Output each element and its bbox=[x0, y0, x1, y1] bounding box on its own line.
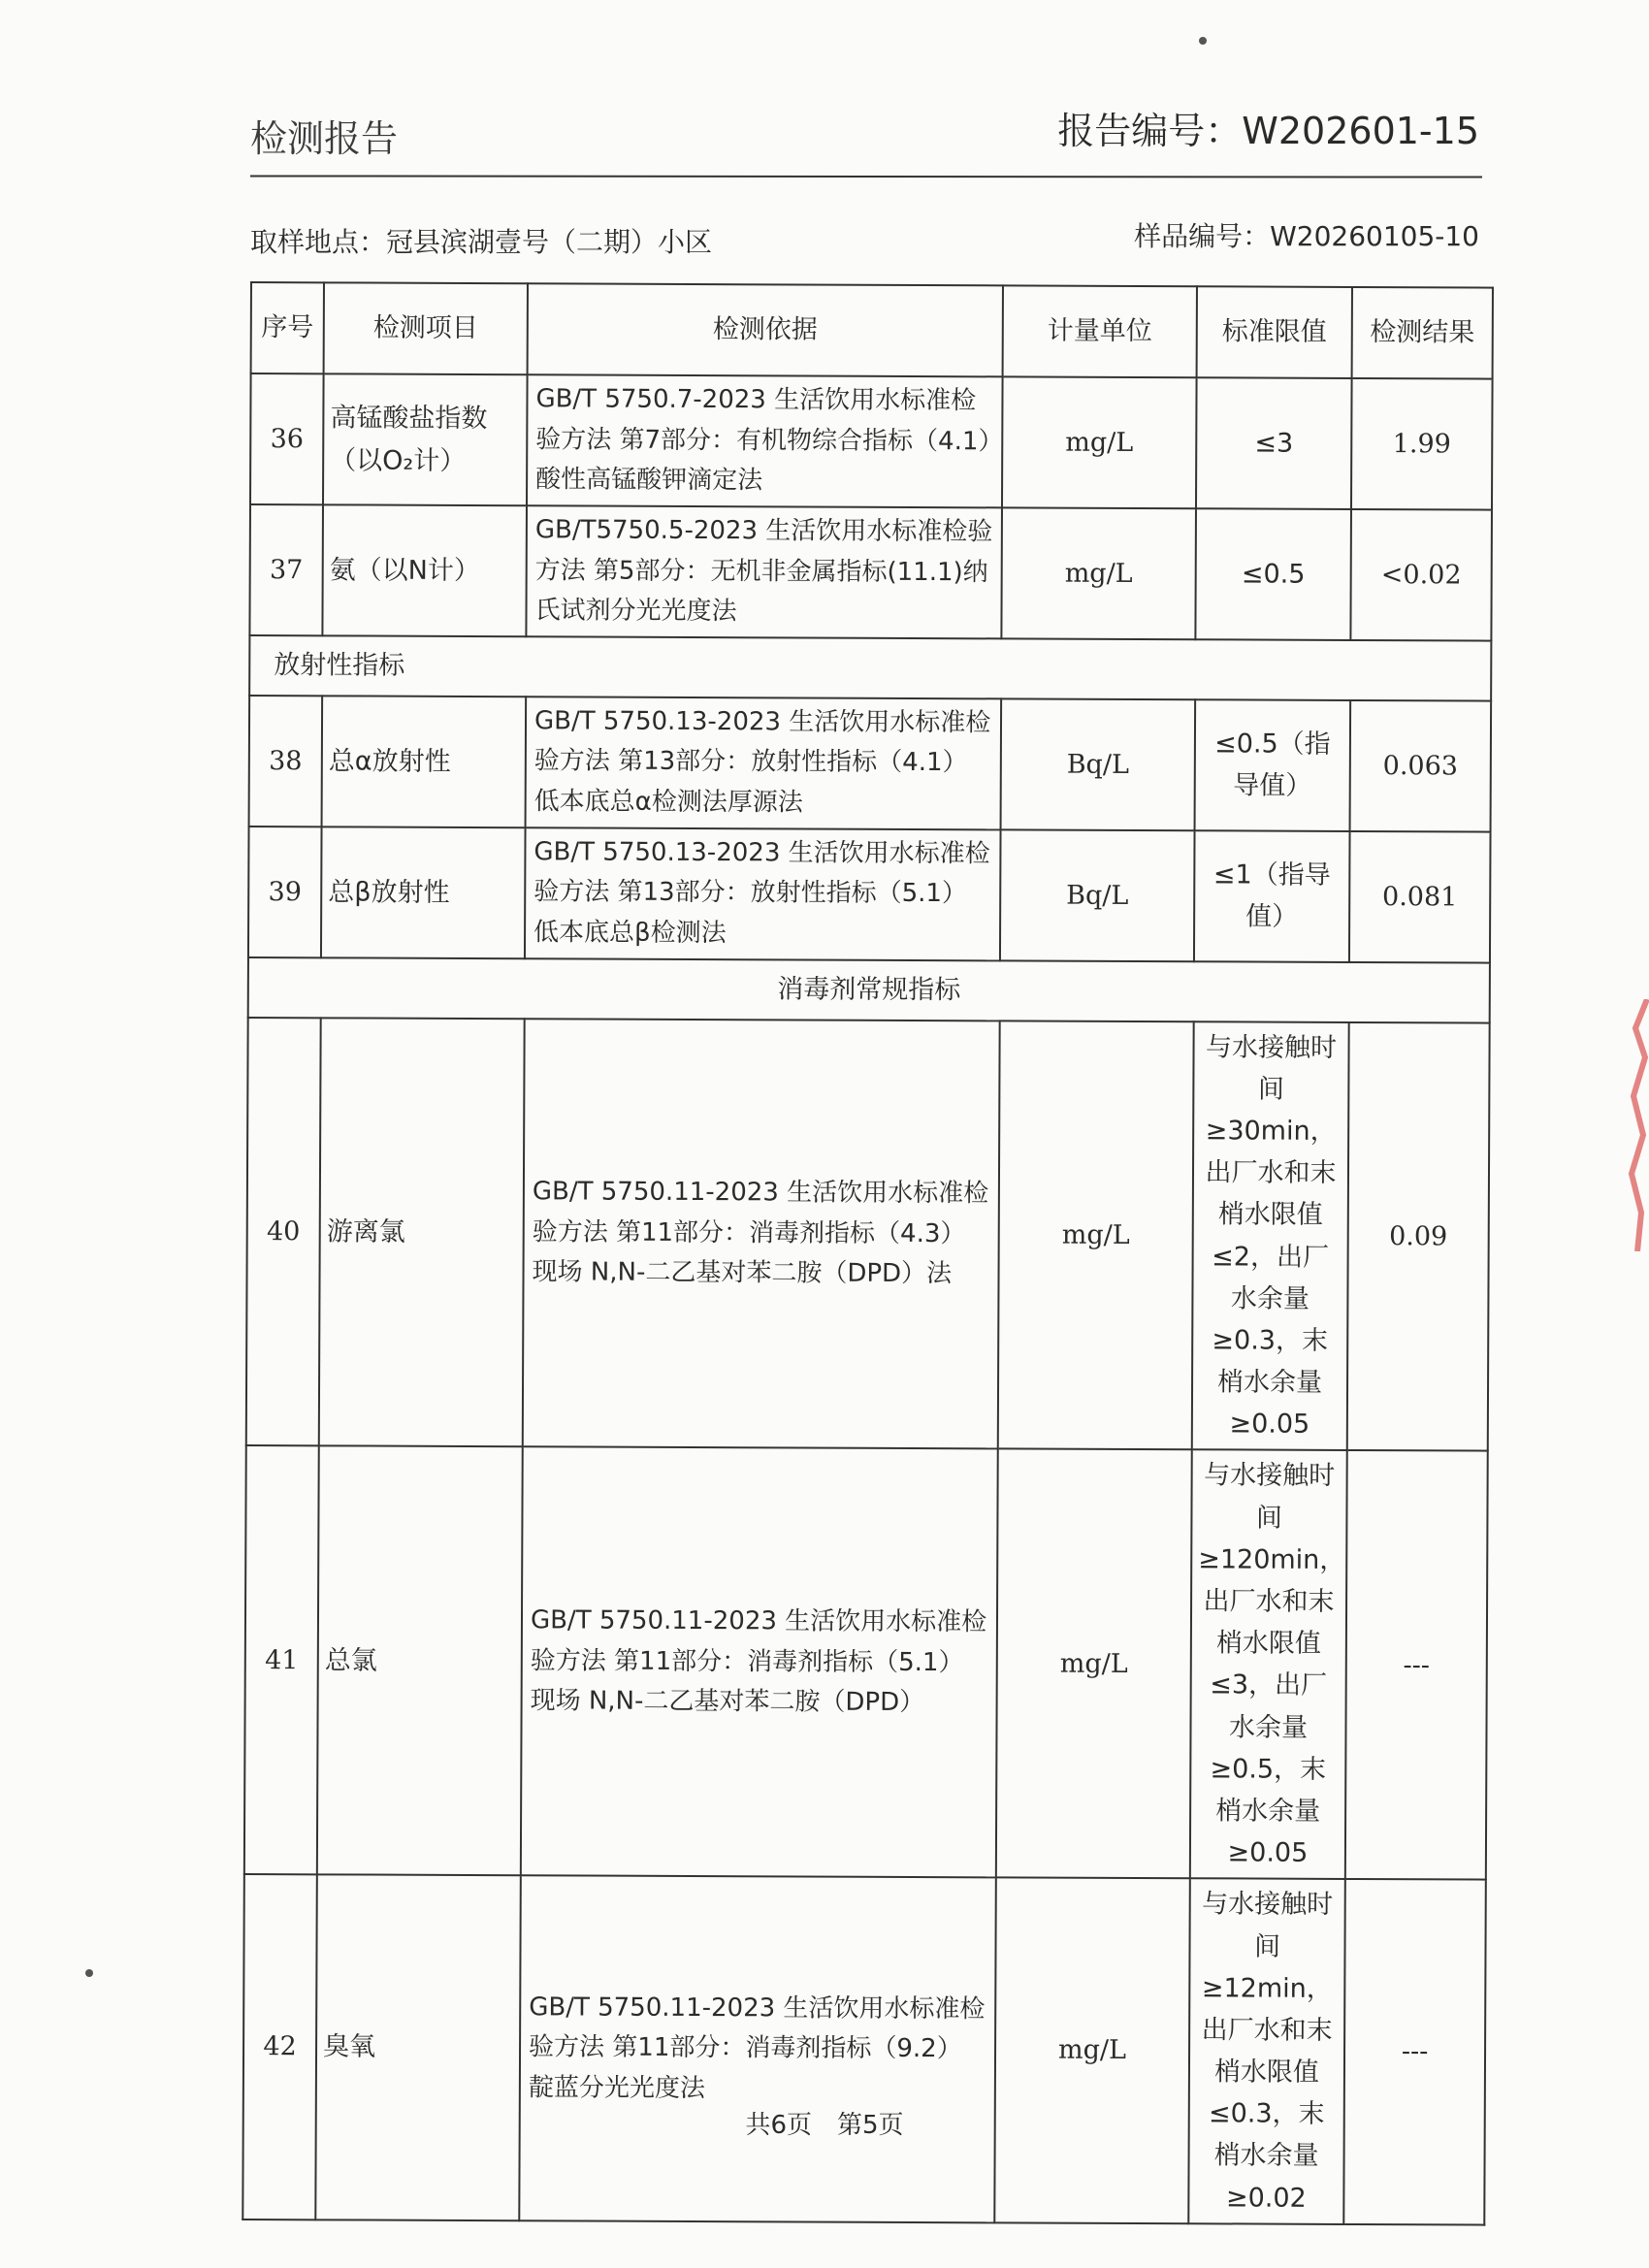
row-limit: ≤0.5 bbox=[1195, 508, 1351, 639]
row-limit: ≤3 bbox=[1196, 377, 1352, 509]
row-result: --- bbox=[1343, 1879, 1486, 2224]
row-item: 臭氧 bbox=[315, 1875, 521, 2220]
table-row bbox=[250, 373, 1493, 510]
table-row bbox=[248, 826, 1491, 962]
col-header-no: 序号 bbox=[251, 282, 324, 373]
row-limit: ≤0.5（指导值） bbox=[1195, 699, 1351, 831]
row-no: 41 bbox=[244, 1445, 319, 1874]
col-header-unit: 计量单位 bbox=[1003, 285, 1197, 377]
row-unit: mg/L bbox=[998, 1021, 1194, 1450]
col-header-basis: 检测依据 bbox=[528, 283, 1003, 376]
col-header-result: 检测结果 bbox=[1352, 287, 1493, 379]
row-result: 0.081 bbox=[1349, 831, 1491, 962]
row-item: 总β放射性 bbox=[321, 826, 526, 958]
row-result: 0.09 bbox=[1347, 1022, 1490, 1452]
table-row bbox=[244, 1445, 1488, 1879]
row-limit: ≤1（指导值） bbox=[1194, 830, 1350, 961]
table-row bbox=[249, 504, 1492, 640]
table-row bbox=[246, 1018, 1490, 1451]
row-item: 总氯 bbox=[317, 1446, 523, 1876]
row-basis: GB/T 5750.11-2023 生活饮用水标准检验方法 第11部分：消毒剂指标（5.1）现场 N,N-二乙基对苯二胺（DPD） bbox=[521, 1447, 998, 1878]
row-result: <0.02 bbox=[1350, 509, 1492, 640]
row-basis: GB/T 5750.11-2023 生活饮用水标准检验方法 第11部分：消毒剂指标（4.3）现场 N,N-二乙基对苯二胺（DPD）法 bbox=[523, 1019, 1000, 1449]
report-number: 报告编号：W202601-15 bbox=[1057, 110, 1479, 152]
row-no: 40 bbox=[246, 1018, 321, 1446]
results-table bbox=[242, 281, 1494, 2225]
row-basis: GB/T 5750.13-2023 生活饮用水标准检验方法 第13部分：放射性指标（5.1）低本底总β检测法 bbox=[525, 827, 1001, 960]
row-basis: GB/T 5750.11-2023 生活饮用水标准检验方法 第11部分：消毒剂指标（9.2）靛蓝分光光度法 bbox=[519, 1876, 996, 2223]
red-stamp-edge bbox=[1628, 999, 1649, 1251]
section-label-radioactivity: 放射性指标 bbox=[249, 635, 1491, 701]
row-unit: Bq/L bbox=[1000, 829, 1195, 961]
section-label-disinfectant: 消毒剂常规指标 bbox=[248, 957, 1490, 1023]
page-footer: 共6页 第5页 bbox=[745, 2111, 904, 2140]
row-item: 游离氯 bbox=[319, 1018, 525, 1447]
row-result: 1.99 bbox=[1351, 378, 1493, 510]
row-no: 39 bbox=[248, 826, 322, 957]
report-title: 检测报告 bbox=[250, 117, 399, 160]
row-basis: GB/T5750.5-2023 生活饮用水标准检验方法 第5部分：无机非金属指标(11.1)纳氏试剂分光光度法 bbox=[526, 505, 1002, 638]
row-result: --- bbox=[1345, 1450, 1488, 1880]
row-unit: mg/L bbox=[1002, 376, 1197, 508]
row-item: 高锰酸盐指数（以O₂计） bbox=[323, 373, 528, 505]
row-item: 氨（以N计） bbox=[322, 504, 527, 636]
row-item: 总α放射性 bbox=[322, 696, 527, 827]
row-unit: mg/L bbox=[994, 1878, 1190, 2223]
section-row bbox=[249, 635, 1491, 701]
table-row bbox=[249, 696, 1492, 832]
row-basis: GB/T 5750.13-2023 生活饮用水标准检验方法 第13部分：放射性指标（4.1）低本底总α检测法厚源法 bbox=[526, 697, 1002, 829]
row-no: 38 bbox=[249, 696, 323, 826]
row-unit: mg/L bbox=[996, 1449, 1192, 1879]
scan-speck bbox=[1199, 37, 1207, 45]
sampling-site: 取样地点：冠县滨湖壹号（二期）小区 bbox=[250, 226, 713, 258]
results-table-wrap bbox=[242, 281, 1492, 2225]
sample-number: 样品编号：W20260105-10 bbox=[1134, 220, 1479, 252]
row-unit: Bq/L bbox=[1001, 698, 1196, 830]
row-no: 36 bbox=[250, 373, 324, 504]
row-basis: GB/T 5750.7-2023 生活饮用水标准检验方法 第7部分：有机物综合指标（4.1）酸性高锰酸钾滴定法 bbox=[527, 374, 1003, 507]
row-limit: 与水接触时间≥30min，出厂水和末梢水限值≤2，出厂水余量≥0.3，末梢水余量≥0.05 bbox=[1192, 1021, 1349, 1451]
row-result: 0.063 bbox=[1350, 700, 1492, 832]
row-limit: 与水接触时间≥120min，出厂水和末梢水限值≤3，出厂水余量≥0.5，末梢水余量≥0.05 bbox=[1190, 1450, 1347, 1880]
row-unit: mg/L bbox=[1001, 507, 1196, 639]
scan-speck bbox=[85, 1969, 93, 1977]
col-header-item: 检测项目 bbox=[324, 282, 528, 374]
table-row bbox=[242, 1874, 1486, 2224]
table-header-row bbox=[251, 282, 1493, 379]
row-limit: 与水接触时间≥12min，出厂水和末梢水限值≤0.3，末梢水余量≥0.02 bbox=[1188, 1879, 1345, 2224]
header-rule bbox=[250, 175, 1482, 178]
col-header-limit: 标准限值 bbox=[1197, 286, 1352, 378]
row-no: 42 bbox=[242, 1874, 317, 2219]
section-row bbox=[248, 957, 1490, 1023]
row-no: 37 bbox=[249, 504, 323, 635]
